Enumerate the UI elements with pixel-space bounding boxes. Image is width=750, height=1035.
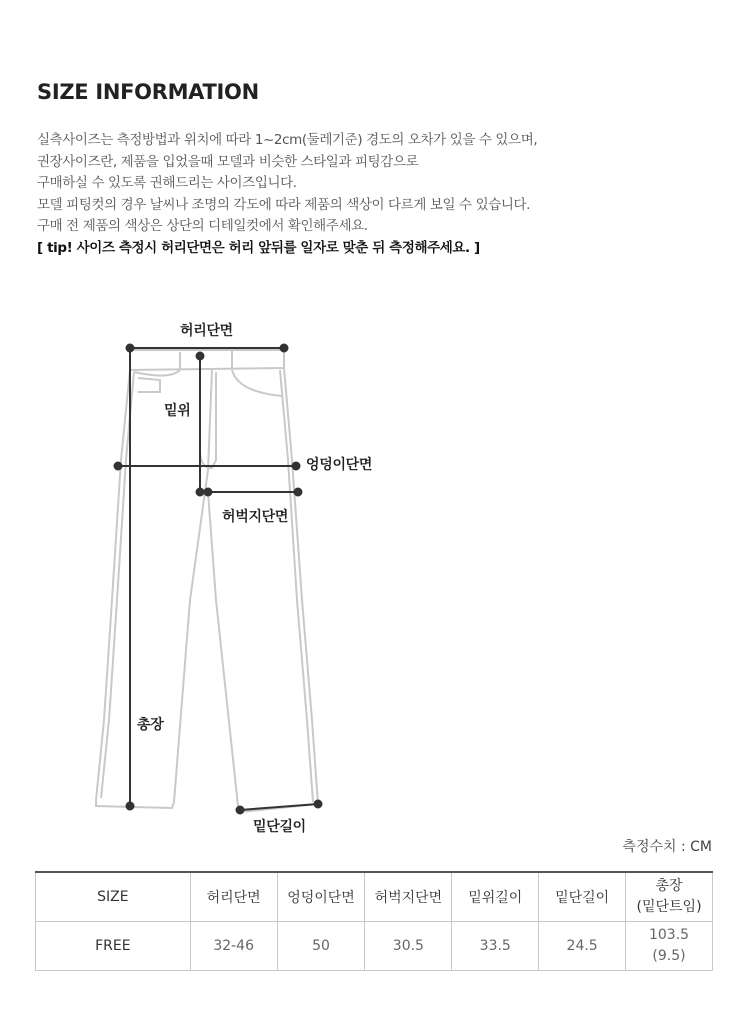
table-header-row (36, 872, 713, 921)
cell-rise: 33.5 (452, 921, 539, 970)
size-description (37, 130, 717, 259)
description-line: 구매하실 수 있도록 권해드리는 사이즈입니다. (37, 175, 297, 191)
header-hem: 밑단길이 (539, 872, 626, 921)
cell-slit-value: (9.5) (652, 947, 686, 964)
table-row (36, 921, 713, 970)
length-label: 총장 (137, 717, 164, 733)
cell-length (626, 921, 713, 970)
cell-length-value: 103.5 (648, 926, 690, 943)
cell-hip: 50 (277, 921, 365, 970)
measurement-unit: 측정수치 : CM (622, 839, 712, 855)
cell-waist: 32-46 (190, 921, 277, 970)
header-length (626, 872, 713, 921)
measurement-tip: [ tip! 사이즈 측정시 허리단면은 허리 앞뒤를 일자로 맞춘 뒤 측정해주세요. ] (37, 239, 480, 256)
description-line: 실측사이즈는 측정방법과 위치에 따라 1~2cm(둘레기준) 경도의 오차가 있을 수 있으며, (37, 132, 538, 148)
waist-label: 허리단면 (180, 323, 233, 339)
pants-measurement-diagram (0, 300, 750, 860)
thigh-label: 허벅지단면 (222, 509, 289, 525)
hip-label: 엉덩이단면 (306, 457, 373, 473)
size-table (35, 871, 713, 971)
cell-size: FREE (36, 921, 191, 970)
description-line: 모델 피팅컷의 경우 날씨나 조명의 각도에 따라 제품의 색상이 다르게 보일 수 있습니다. (37, 196, 531, 213)
description-line: 구매 전 제품의 색상은 상단의 디테일컷에서 확인해주세요. (37, 218, 368, 234)
cell-hem: 24.5 (539, 921, 626, 970)
header-length-label: 총장 (655, 877, 683, 894)
cell-thigh: 30.5 (365, 921, 452, 970)
page-title: SIZE INFORMATION (37, 80, 259, 104)
header-thigh: 허벅지단면 (365, 872, 452, 921)
rise-label: 밑위 (164, 403, 191, 419)
header-size: SIZE (36, 872, 191, 921)
header-slit-label: (밑단트임) (636, 898, 702, 915)
header-hip: 엉덩이단면 (277, 872, 365, 921)
header-rise: 밑위길이 (452, 872, 539, 921)
pants-illustration (0, 300, 750, 860)
header-waist: 허리단면 (190, 872, 277, 921)
description-line: 권장사이즈란, 제품을 입었을때 모델과 비슷한 스타일과 피팅감으로 (37, 153, 419, 170)
hem-label: 밑단길이 (253, 819, 306, 835)
